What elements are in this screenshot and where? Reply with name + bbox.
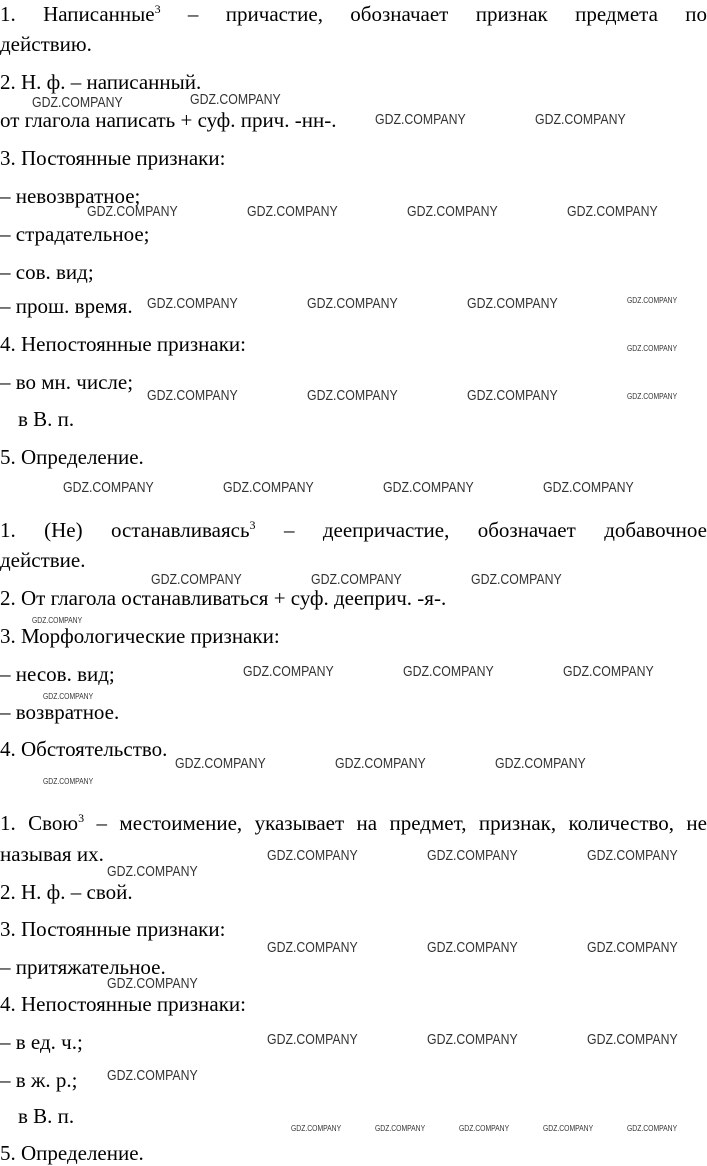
watermark: GDZ.COMPANY	[543, 479, 634, 496]
watermark: GDZ.COMPANY	[335, 755, 426, 772]
text-line	[0, 2, 707, 26]
text-line: от глагола написать + суф. прич. -нн-.	[0, 108, 337, 132]
watermark: GDZ.COMPANY	[267, 939, 358, 956]
watermark: GDZ.COMPANY	[427, 847, 518, 864]
text-line: – сов. вид;	[0, 260, 94, 284]
watermark: GDZ.COMPANY	[627, 344, 678, 353]
watermark: GDZ.COMPANY	[587, 847, 678, 864]
watermark: GDZ.COMPANY	[467, 295, 558, 312]
watermark: GDZ.COMPANY	[63, 479, 154, 496]
watermark: GDZ.COMPANY	[383, 479, 474, 496]
text-line: называя их.	[0, 842, 104, 866]
watermark: GDZ.COMPANY	[247, 203, 338, 220]
text-line: 2. От глагола останавливаться + суф. дееприч. -я-.	[0, 586, 447, 610]
watermark: GDZ.COMPANY	[147, 387, 238, 404]
text-line: 5. Определение.	[0, 1141, 144, 1165]
watermark: GDZ.COMPANY	[243, 663, 334, 680]
text-line: в В. п.	[18, 407, 75, 431]
text-line: 3. Морфологические признаки:	[0, 624, 280, 648]
footnote-mark: 3	[154, 2, 161, 16]
text-line: 4. Обстоятельство.	[0, 737, 168, 761]
definition: – местоимение, указывает на предмет, признак, количество, не	[84, 811, 707, 835]
watermark: GDZ.COMPANY	[403, 663, 494, 680]
watermark: GDZ.COMPANY	[307, 387, 398, 404]
text-line	[0, 518, 707, 542]
text-line: – невозвратное;	[0, 184, 141, 208]
footnote-mark: 3	[78, 811, 85, 825]
watermark: GDZ.COMPANY	[107, 1067, 198, 1084]
text-line: – прош. время.	[0, 294, 133, 318]
watermark: GDZ.COMPANY	[43, 777, 94, 786]
watermark: GDZ.COMPANY	[407, 203, 498, 220]
text-line: в В. п.	[18, 1104, 75, 1128]
text-line: 3. Постоянные признаки:	[0, 917, 226, 941]
watermark: GDZ.COMPANY	[459, 1124, 510, 1133]
watermark: GDZ.COMPANY	[32, 616, 83, 625]
text-line: – возвратное.	[0, 700, 120, 724]
watermark: GDZ.COMPANY	[427, 1031, 518, 1048]
definition: – причастие, обозначает признак предмета по	[160, 2, 707, 26]
watermark: GDZ.COMPANY	[495, 755, 586, 772]
term: 1. Свою	[0, 811, 79, 835]
text-line: 4. Непостоянные признаки:	[0, 992, 246, 1016]
text-line: 5. Определение.	[0, 445, 144, 469]
text-line: – в ж. р.;	[0, 1068, 78, 1092]
watermark: GDZ.COMPANY	[223, 479, 314, 496]
watermark: GDZ.COMPANY	[107, 863, 198, 880]
watermark: GDZ.COMPANY	[543, 1124, 594, 1133]
text-line: 3. Постоянные признаки:	[0, 146, 226, 170]
watermark: GDZ.COMPANY	[375, 1124, 426, 1133]
text-line: действие.	[0, 548, 86, 572]
definition: – деепричастие, обозначает добавочное	[255, 518, 707, 542]
watermark: GDZ.COMPANY	[587, 939, 678, 956]
watermark: GDZ.COMPANY	[32, 94, 123, 111]
watermark: GDZ.COMPANY	[471, 571, 562, 588]
watermark: GDZ.COMPANY	[375, 111, 466, 128]
text-line: 2. Н. ф. – написанный.	[0, 70, 202, 94]
text-line: 2. Н. ф. – свой.	[0, 880, 133, 904]
watermark: GDZ.COMPANY	[627, 392, 678, 401]
watermark: GDZ.COMPANY	[467, 387, 558, 404]
watermark: GDZ.COMPANY	[291, 1124, 342, 1133]
text-line: действию.	[0, 32, 92, 56]
term: 1. Написанные	[0, 2, 155, 26]
text-line: – в ед. ч.;	[0, 1030, 83, 1054]
text-line: – страдательное;	[0, 222, 150, 246]
watermark: GDZ.COMPANY	[427, 939, 518, 956]
watermark: GDZ.COMPANY	[627, 1124, 678, 1133]
watermark: GDZ.COMPANY	[175, 755, 266, 772]
watermark: GDZ.COMPANY	[535, 111, 626, 128]
watermark: GDZ.COMPANY	[267, 1031, 358, 1048]
text-line: – несов. вид;	[0, 662, 115, 686]
watermark: GDZ.COMPANY	[307, 295, 398, 312]
watermark: GDZ.COMPANY	[151, 571, 242, 588]
watermark: GDZ.COMPANY	[147, 295, 238, 312]
text-line: 4. Непостоянные признаки:	[0, 332, 246, 356]
watermark: GDZ.COMPANY	[190, 91, 281, 108]
watermark: GDZ.COMPANY	[563, 663, 654, 680]
text-line: – во мн. числе;	[0, 370, 134, 394]
watermark: GDZ.COMPANY	[587, 1031, 678, 1048]
term: 1. (Не) останавливаясь	[0, 518, 250, 542]
watermark: GDZ.COMPANY	[267, 847, 358, 864]
watermark: GDZ.COMPANY	[43, 692, 94, 701]
watermark: GDZ.COMPANY	[87, 203, 178, 220]
watermark: GDZ.COMPANY	[627, 296, 678, 305]
watermark: GDZ.COMPANY	[107, 975, 198, 992]
text-line: – притяжательное.	[0, 955, 166, 979]
text-line	[0, 811, 707, 835]
footnote-mark: 3	[249, 518, 256, 532]
watermark: GDZ.COMPANY	[311, 571, 402, 588]
watermark: GDZ.COMPANY	[567, 203, 658, 220]
